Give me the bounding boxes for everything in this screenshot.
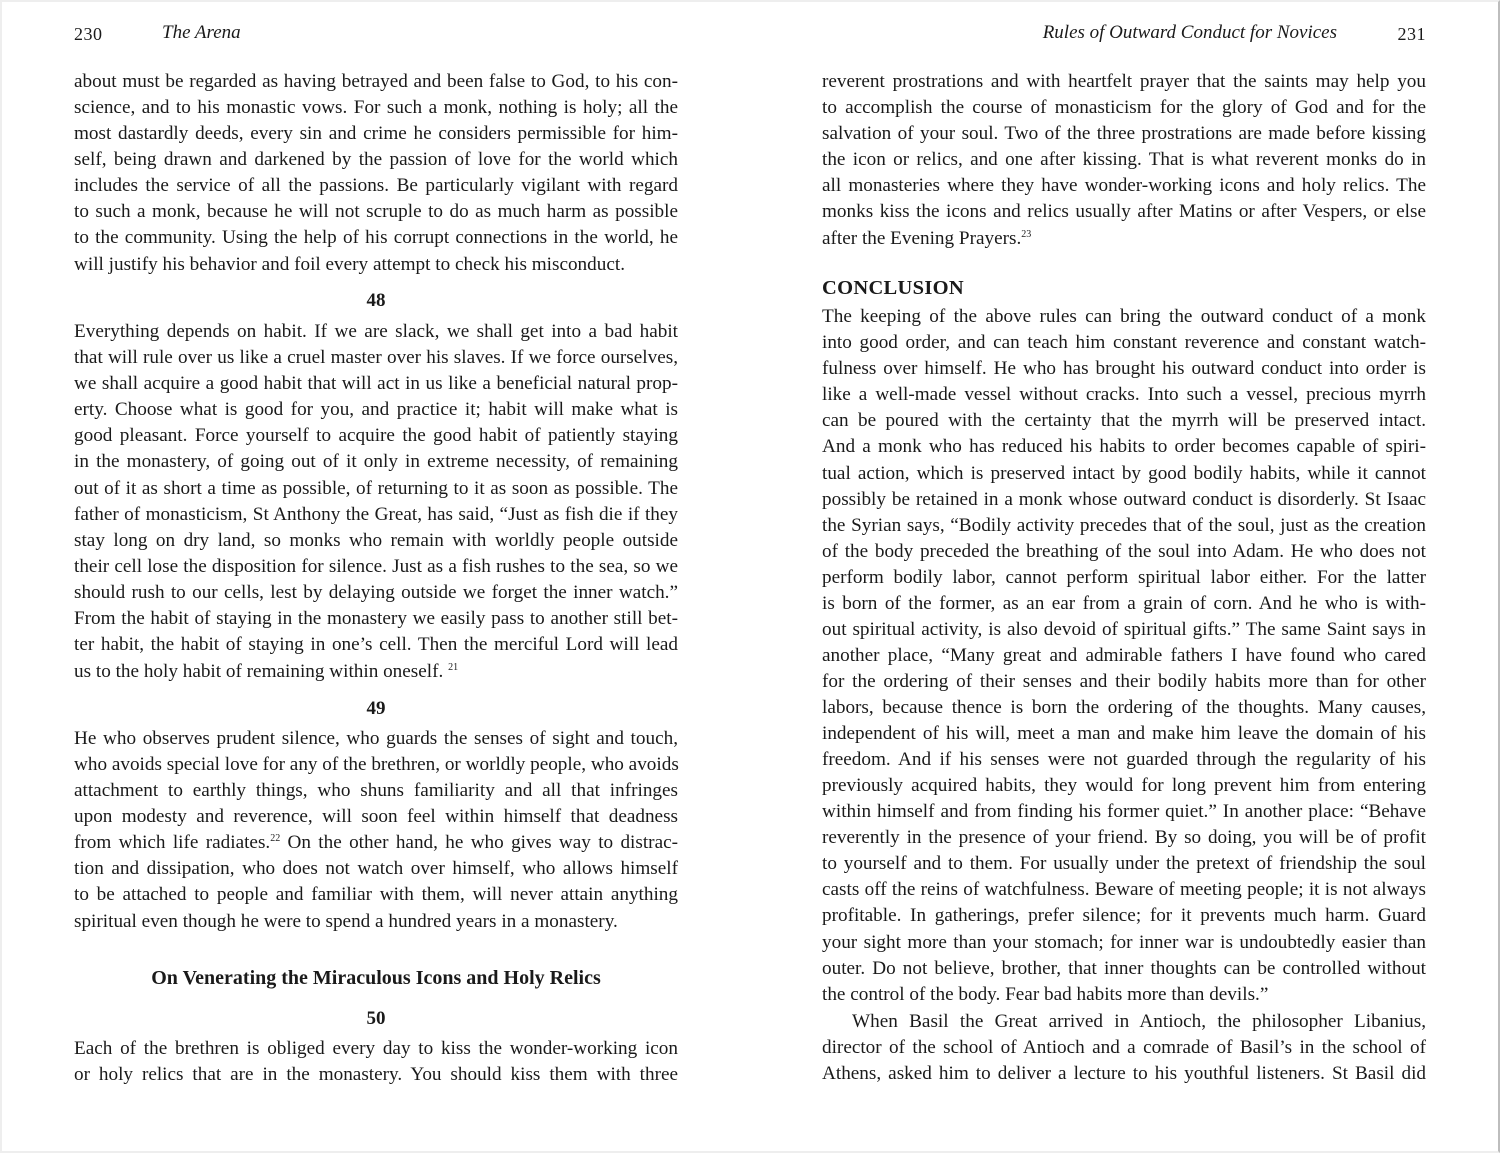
text-line: the icon or relics, and one after kissing. That is what reverent monks do in [822,149,1426,170]
text-line: we shall acquire a good habit that will act in us like a beneficial natural prop- [74,373,678,394]
text-line: ter habit, the habit of staying in one’s cell. Then the merciful Lord will lead [74,634,678,655]
text-line: who avoids special love for any of the brethren, or worldly people, who avoids [74,754,679,775]
text-line: of the body preceded the breathing of the soul into Adam. He who does not [822,541,1426,562]
text-line: freedom. And if his senses were not guarded through the regularity of his [822,749,1426,770]
text-line: should rush to our cells, lest by delaying outside we forget the inner watch.” [74,582,678,603]
text-line: Each of the brethren is obliged every day to kiss the wonder-working icon [74,1038,678,1059]
text-line: Everything depends on habit. If we are slack, we shall get into a bad habit [74,321,678,342]
text-line: or holy relics that are in the monastery. You should kiss them with three [74,1064,678,1085]
text-line: in the monastery, of going out of it only in extreme necessity, of remaining [74,451,678,472]
text-line: tual action, which is preserved intact by good bodily habits, while it cannot [822,463,1426,484]
text-line: attachment to earthly things, who shuns familiarity and all that infringes [74,780,678,801]
text-line: salvation of your soul. Two of the three prostrations are made before kissing [822,123,1426,144]
text-line: casts off the reins of watchfulness. Beware of meeting people; it is not always [822,879,1426,900]
text-line: like a well-made vessel without cracks. Into such a vessel, precious myrrh [822,384,1426,405]
text-line: The keeping of the above rules can bring the outward conduct of a monk [822,306,1426,327]
text-line: When Basil the Great arrived in Antioch, the philosopher Libanius, [852,1011,1426,1032]
text-line: into good order, and can teach him constant reverence and constant watch- [822,332,1426,353]
text-line: your sight more than your stomach; for inner war is undoubtedly easier than [822,932,1426,953]
text-fragment: us to the holy habit of remaining within oneself. [74,661,449,682]
running-head-left: The Arena [162,22,241,43]
text-line [74,659,678,685]
text-line: reverent prostrations and with heartfelt prayer that the saints may help you [822,71,1426,92]
text-line: out spiritual activity, is also devoid of spiritual gifts.” The same Saint says in [822,619,1426,640]
text-line: monks kiss the icons and relics usually after Matins or after Vespers, or else [822,201,1426,222]
section-number-48: 48 [366,290,386,311]
text-line: possibly be retained in a monk whose outward conduct is disorderly. St Isaac [822,489,1426,510]
text-line: director of the school of Antioch and a comrade of Basil’s in the school of [822,1037,1426,1058]
text-line [822,226,1426,252]
running-head-right: Rules of Outward Conduct for Novices [1042,22,1337,43]
section-number-50: 50 [366,1008,386,1029]
text-line: within himself and from finding his former quiet.” In another place: “Behave [822,801,1426,822]
text-fragment: from which life radiates. [74,832,271,853]
text-line: fulness over himself. He who has brought his outward conduct into order is [822,358,1426,379]
text-line: to accomplish the course of monasticism for the glory of God and for the [822,97,1426,118]
text-line: most dastardly deeds, every sin and crime he considers permissible for him- [74,123,678,144]
text-line: science, and to his monastic vows. For such a monk, nothing is holy; all the [74,97,678,118]
text-line: the Syrian says, “Bodily activity precedes that of the soul, just as the creation [822,515,1426,536]
text-line: independent of his will, meet a man and make him leave the domain of his [822,723,1426,744]
text-line: good pleasant. Force yourself to acquire the good habit of patiently staying [74,425,678,446]
conclusion-heading: CONCLUSION [822,277,964,299]
text-line: will justify his behavior and foil every attempt to check his misconduct. [74,254,625,275]
text-line: for the ordering of their senses and their bodily habits more than for other [822,671,1426,692]
section-number-49: 49 [366,698,386,719]
text-line: is born of the former, as an ear from a grain of corn. And he who is with- [822,593,1426,614]
text-line: reverently in the presence of your friend. By so doing, you will be of profit [822,827,1426,848]
text-line: He who observes prudent silence, who guards the senses of sight and touch, [74,728,678,749]
text-line: all monasteries where they have wonder-working icons and holy relics. The [822,175,1426,196]
text-line: can be poured with the certainty that the myrrh will be preserved intact. [822,410,1426,431]
text-line: the control of the body. Fear bad habits more than devils.” [822,984,1269,1005]
text-line: erty. Choose what is good for you, and practice it; habit will make what is [74,399,678,420]
section-title: On Venerating the Miraculous Icons and Holy Relics [151,967,601,989]
footnote-marker-21[interactable]: 21 [448,662,459,673]
text-line: outer. Do not believe, brother, that inner thoughts can be controlled without [822,958,1426,979]
footnote-marker-22[interactable]: 22 [270,833,281,844]
text-fragment: after the Evening Prayers. [822,228,1022,249]
text-line: tion and dissipation, who does not watch over himself, who allows himself [74,858,678,879]
text-line: out of it as short a time as possible, of returning to it as soon as possible. The [74,478,678,499]
text-fragment: On the other hand, he who gives way to distrac- [280,832,678,853]
text-line: their cell lose the disposition for silence. Just as a fish rushes to the sea, so we [74,556,678,577]
text-line: self, being drawn and darkened by the passion of love for the world which [74,149,678,170]
text-line: about must be regarded as having betrayed and been false to God, to his con- [74,71,678,92]
page-number-right: 231 [1397,24,1426,44]
text-line: perform bodily labor, cannot perform spiritual labor either. For the latter [822,567,1426,588]
text-line: profitable. In gatherings, prefer silence; for it prevents much harm. Guard [822,905,1426,926]
text-line: stay long on dry land, so monks who remain with worldly people outside [74,530,678,551]
footnote-marker-23[interactable]: 23 [1021,229,1032,240]
text-line: to such a monk, because he will not scruple to do as much harm as possible [74,201,678,222]
text-line: to be attached to people and familiar with them, will never attain anything [74,884,678,905]
text-line: to the community. Using the help of his corrupt connections in the world, he [74,227,678,248]
text-line: includes the service of all the passions. Be particularly vigilant with regard [74,175,678,196]
text-line: that will rule over us like a cruel master over his slaves. If we force ourselves, [74,347,678,368]
text-line: upon modesty and reverence, will soon feel within himself that deadness [74,806,678,827]
text-line: And a monk who has reduced his habits to order becomes capable of spiri- [822,436,1426,457]
right-page [750,0,1500,1153]
page-number-left: 230 [74,24,103,44]
text-line: previously acquired habits, they would for long prevent him from entering [822,775,1426,796]
text-line: labors, because thence is born the ordering of the thoughts. Many causes, [822,697,1426,718]
text-line: spiritual even though he were to spend a hundred years in a monastery. [74,911,618,932]
text-line: From the habit of staying in the monastery we easily pass to another still bet- [74,608,678,629]
text-line [74,830,678,856]
text-line: another place, “Many great and admirable fathers I have found who cared [822,645,1426,666]
text-line: father of monasticism, St Anthony the Great, has said, “Just as fish die if they [74,504,678,525]
text-line: Athens, asked him to deliver a lecture to his youthful listeners. St Basil did [822,1063,1426,1084]
text-line: to yourself and to them. For usually under the pretext of friendship the soul [822,853,1426,874]
